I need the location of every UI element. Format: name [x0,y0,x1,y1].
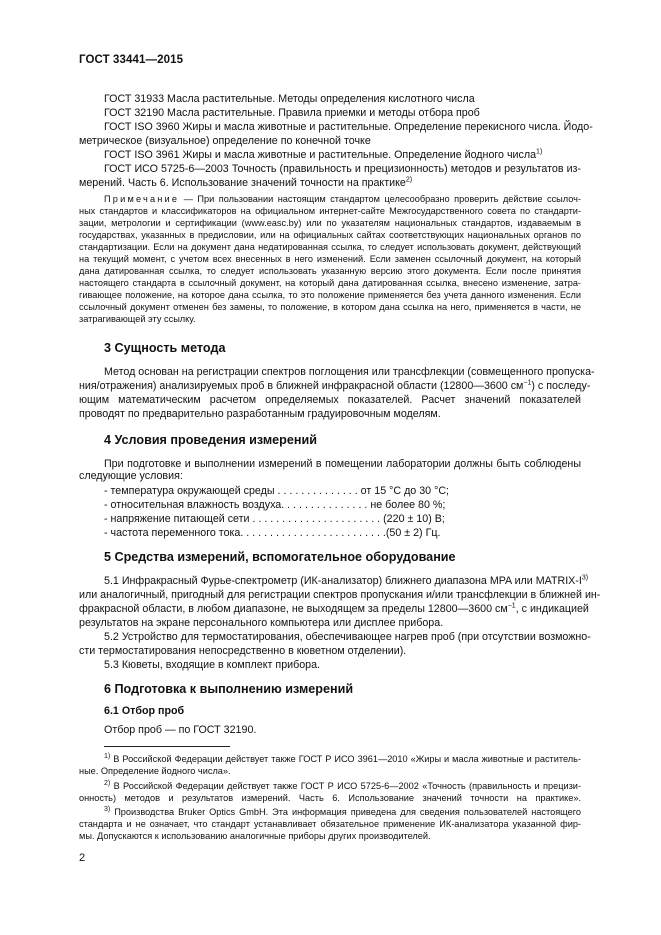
paragraph-line: Отбор проб — по ГОСТ 32190. [104,724,257,736]
section-3-title: 3 Сущность метода [104,341,226,355]
paragraph-line: 5.2 Устройство для термостатирования, обеспечивающее нагрев проб (при отсутствии возможно- [104,631,591,643]
paragraph-line: ния/отражения) анализируемых проб в ближней инфракрасной области (12800—3600 $см^{-1}$) с последу- [79,379,591,392]
note-line: настоящего стандарта в ссылочный документ, на который дана датированная ссылка, внесено изменение, затра- [79,278,581,288]
footnote-line: мы. Допускаются к использованию аналогичные приборы других производителей. [79,831,431,841]
paragraph-line: Метод основан на регистрации спектров поглощения или трансфлекции (совмещенного пропуска- [104,366,595,378]
reference-line: метрическое (визуальное) определение по конечной точке [79,135,371,147]
paragraph-line: 5.1 Инфракрасный Фурье-спектрометр (ИК-анализатор) ближнего диапазона MPA или MATRIX-$I^{3)}$ [104,574,589,587]
note-line: затрагивающей эту ссылку. [79,314,196,324]
note-line: стандартизации. Если на документ дана недатированная ссылка, то следует использовать документ, действующий [79,242,581,252]
page-number: 2 [79,852,86,864]
reference-line: ГОСТ ИСО 5725-6—2003 Точность (правильность и прецизионность) методов и результатов из- [104,163,581,175]
footnote-divider [104,746,230,747]
paragraph-line: сти термостатирования непосредственно в кюветном отделении). [79,645,407,657]
footnote-mark: 3) [581,574,589,582]
note-line: государствах, указанных в предисловии, или на официальных сайтах соответствующих национальных органов по [79,230,581,240]
reference-line: мерений. Часть 6. Использование значений точности на практике$^{2)}$ [79,176,413,189]
note-label: Примечание [104,194,180,204]
subsection-6-1-title: 6.1 Отбор проб [104,705,185,717]
paragraph-line: При подготовке и выполнении измерений в помещении лаборатории должны быть соблюдены [104,458,581,470]
note-line: Примечание — При пользовании настоящим стандартом целесообразно проверить действие ссылоч- [104,194,581,204]
reference-line: ГОСТ 32190 Масла растительные. Правила приемки и методы отбора проб [104,107,480,119]
section-5-title: 5 Средства измерений, вспомогательное оборудование [104,550,456,564]
footnote-line: стандарта и не означает, что стандарт устанавливает обязательное применение ИК-анализатора указанной фир- [79,819,581,829]
document-header: ГОСТ 33441—2015 [79,54,184,66]
footnote-line: $^{3)}$ Производства Bruker Optics GmbH. Эта информация приведена для сведения пользователей настоящего [104,805,581,817]
condition-item: - частота переменного тока. . . . . . . . . . . . . . . . . . . . . . . . .(50 ± 2) Гц. [104,527,441,539]
condition-item: - относительная влажность воздуха. . . . . . . . . . . . . . . не более 80 %; [104,499,446,511]
section-6-title: 6 Подготовка к выполнению измерений [104,682,354,696]
footnote-mark: 1) [536,148,543,156]
note-line: зации, метрологии и сертификации (www.easc.by) или по указателям национальных стандартов, издаваемым в [79,218,581,228]
note-line: на текущий момент, с учетом всех внесенных в него изменений. Если заменен ссылочный документ, на который [79,254,581,264]
footnote-line: $^{2)}$ В Российской Федерации действует также ГОСТ Р ИСО 5725-6—2002 «Точность (правильность и прецизи- [104,779,581,791]
paragraph-line: проводят по предварительно разработанным градуировочным моделям. [79,408,441,420]
footnote-line: ные. Определение йодного числа». [79,766,231,776]
condition-item: - напряжение питающей сети . . . . . . . . . . . . . . . . . . . . . . (220 ± 10) В; [104,513,445,525]
note-line: ссылочный документ отменен без замены, то положение, в котором дана ссылка на него, применяется в части, не [79,302,581,312]
footnote-line: $^{1)}$ В Российской Федерации действует также ГОСТ Р ИСО 3961—2010 «Жиры и масла животные и раститель- [104,752,581,764]
section-4-title: 4 Условия проведения измерений [104,433,317,447]
paragraph-line: результатов на экране персонального компьютера или дисплее прибора. [79,617,444,629]
paragraph-line: 5.3 Кюветы, входящие в комплект прибора. [104,659,321,671]
note-line: гивающее положение, на которое дана ссылка, то это положение применяется без учета данного изменения. Если [79,290,581,300]
note-line: дана датированная ссылка, то следует использовать указанную версию этого документа. Если после принятия [79,266,581,276]
note-line: ных стандартов и классификаторов на официальном интернет-сайте Межгосударственного совета по стандарти- [79,206,581,216]
footnote-line: онность) методов и результатов измерений. Часть 6. Использование значений точности на практике». [79,793,581,803]
paragraph-line: или аналогичный, пригодный для регистрации спектров пропускания и/или трансфлекции в ближней ин- [79,589,601,601]
reference-line: ГОСТ 31933 Масла растительные. Методы определения кислотного числа [104,93,475,105]
condition-item: - температура окружающей среды . . . . . . . . . . . . . . от 15 °С до 30 °С; [104,485,450,497]
paragraph-line: фракрасной области, в любом диапазоне, не выходящем за пределы 12800—3600 $см^{-1}$, с индикацией [79,602,589,615]
reference-line: ГОСТ ISO 3960 Жиры и масла животные и растительные. Определение перекисного числа. Йодо- [104,121,593,133]
footnote-mark: 2) [405,176,413,184]
paragraph-line: ющим математическим расчетом определяемых показателей. Расчет значений показателей [79,394,581,406]
reference-line: ГОСТ ISO 3961 Жиры и масла животные и растительные. Определение йодного числа$^{1)}$ [104,148,543,161]
paragraph-line: следующие условия: [79,470,183,482]
